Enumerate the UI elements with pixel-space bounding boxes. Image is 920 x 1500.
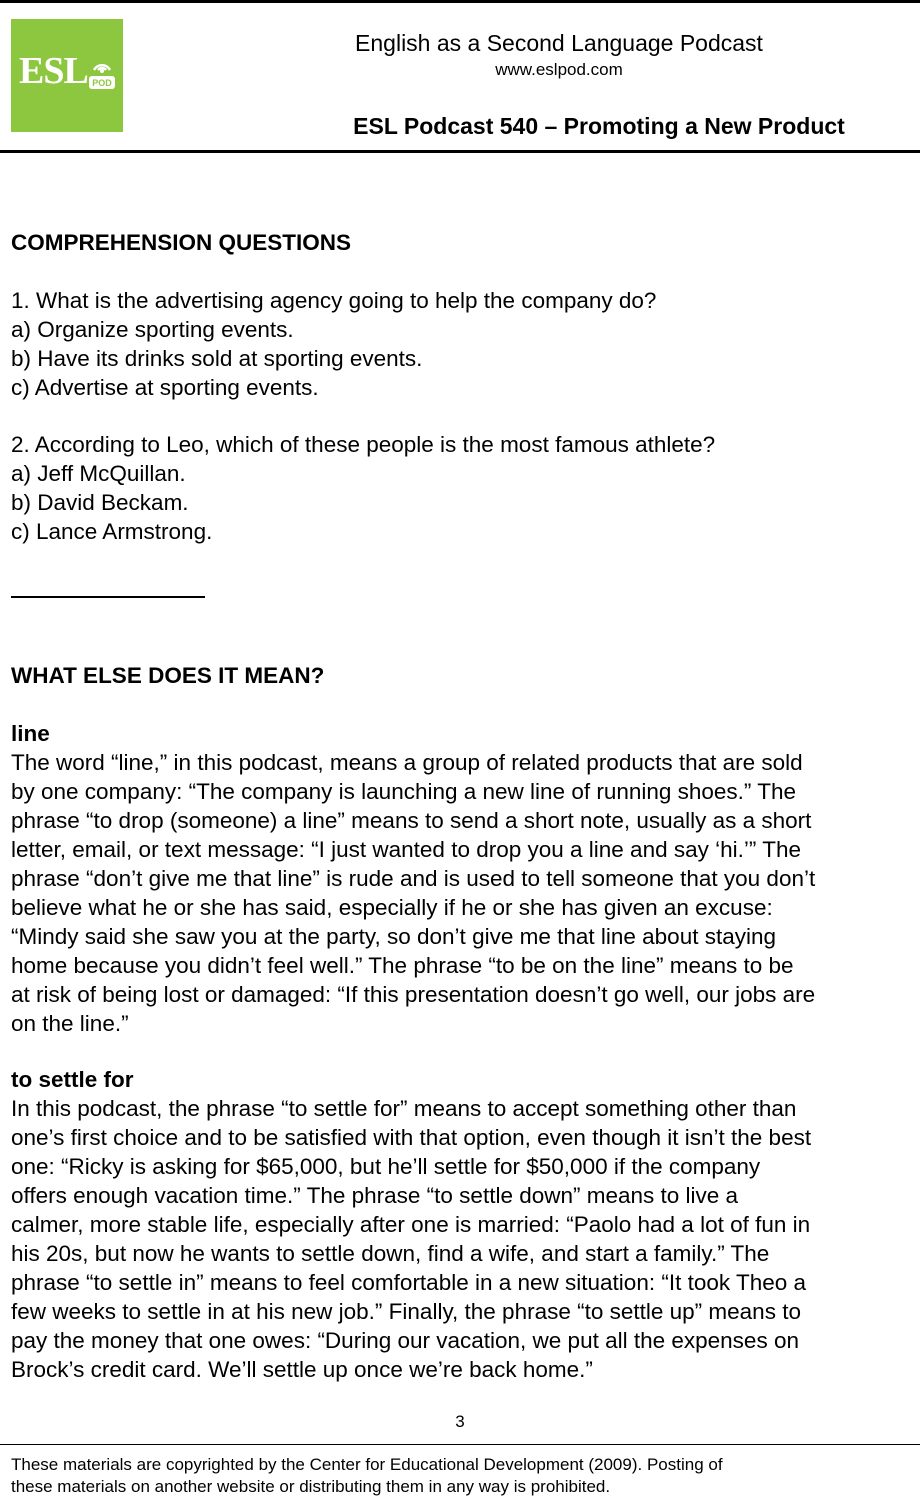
definition-line: In this podcast, the phrase “to settle for” means to accept something other than <box>11 1096 797 1121</box>
definition-line: one’s first choice and to be satisfied with that option, even though it isn’t the best <box>11 1125 812 1150</box>
definition-line: his 20s, but now he wants to settle down, find a wife, and start a family.” The <box>11 1241 770 1266</box>
definition-line: calmer, more stable life, especially after one is married: “Paolo had a lot of fun in <box>11 1212 811 1237</box>
question-1-option-a: a) Organize sporting events. <box>11 317 294 342</box>
site-url: www.eslpod.com <box>495 60 623 79</box>
page-number: 3 <box>455 1412 465 1431</box>
logo-text: ESL <box>19 50 88 92</box>
definition-line: phrase “to settle in” means to feel comfortable in a new situation: “It took Theo a <box>11 1270 807 1295</box>
header-rule <box>0 150 920 153</box>
definition-line: at risk of being lost or damaged: “If this presentation doesn’t go well, our jobs are <box>11 982 816 1007</box>
definition-line: believe what he or she has said, especially if he or she has given an excuse: <box>11 895 773 920</box>
question-2: 2. According to Leo, which of these people is the most famous athlete? <box>11 432 716 457</box>
question-2-option-a: a) Jeff McQuillan. <box>11 461 186 486</box>
comprehension-heading: COMPREHENSION QUESTIONS <box>11 230 352 255</box>
meaning-heading: WHAT ELSE DOES IT MEAN? <box>11 663 325 688</box>
footer-line-1: These materials are copyrighted by the Center for Educational Development (2009). Posting of <box>11 1455 723 1474</box>
copyright-footer <box>11 1454 723 1498</box>
question-2-option-c: c) Lance Armstrong. <box>11 519 213 544</box>
definition-line: home because you didn’t feel well.” The phrase “to be on the line” means to be <box>11 953 794 978</box>
term-to-settle-for: to settle for <box>11 1067 134 1092</box>
definition-line: phrase “don’t give me that line” is rude and is used to tell someone that you don’t <box>11 866 816 891</box>
site-title: English as a Second Language Podcast <box>355 30 763 56</box>
definition-line: offers enough vacation time.” The phrase “to settle down” means to live a <box>11 1183 739 1208</box>
podcast-icon <box>87 57 117 91</box>
eslpod-logo <box>11 19 123 132</box>
definition-line: Brock’s credit card. We’ll settle up once we’re back home.” <box>11 1357 593 1382</box>
section-divider <box>11 596 205 598</box>
definition-line: on the line.” <box>11 1011 129 1036</box>
definition-line: “Mindy said she saw you at the party, so don’t give me that line about staying <box>11 924 776 949</box>
question-1-option-c: c) Advertise at sporting events. <box>11 375 319 400</box>
definition-line: one: “Ricky is asking for $65,000, but he’ll settle for $50,000 if the company <box>11 1154 761 1179</box>
definition-line: letter, email, or text message: “I just wanted to drop you a line and say ‘hi.’” The <box>11 837 801 862</box>
logo-badge: POD <box>92 78 112 88</box>
definition-line: by one company: “The company is launching a new line of running shoes.” The <box>11 779 797 804</box>
footer-line-2: these materials on another website or distributing them in any way is prohibited. <box>11 1477 611 1496</box>
definition-line: pay the money that one owes: “During our vacation, we put all the expenses on <box>11 1328 799 1353</box>
episode-title: ESL Podcast 540 – Promoting a New Product <box>353 113 845 139</box>
definition-line: The word “line,” in this podcast, means a group of related products that are sold <box>11 750 803 775</box>
question-2-option-b: b) David Beckam. <box>11 490 189 515</box>
question-1: 1. What is the advertising agency going to help the company do? <box>11 288 657 313</box>
definition-line: few weeks to settle in at his new job.” Finally, the phrase “to settle up” means to <box>11 1299 801 1324</box>
footer-rule <box>0 1444 920 1445</box>
term-line: line <box>11 721 50 746</box>
question-1-option-b: b) Have its drinks sold at sporting events. <box>11 346 423 371</box>
top-rule <box>0 0 920 3</box>
definition-line: phrase “to drop (someone) a line” means to send a short note, usually as a short <box>11 808 812 833</box>
